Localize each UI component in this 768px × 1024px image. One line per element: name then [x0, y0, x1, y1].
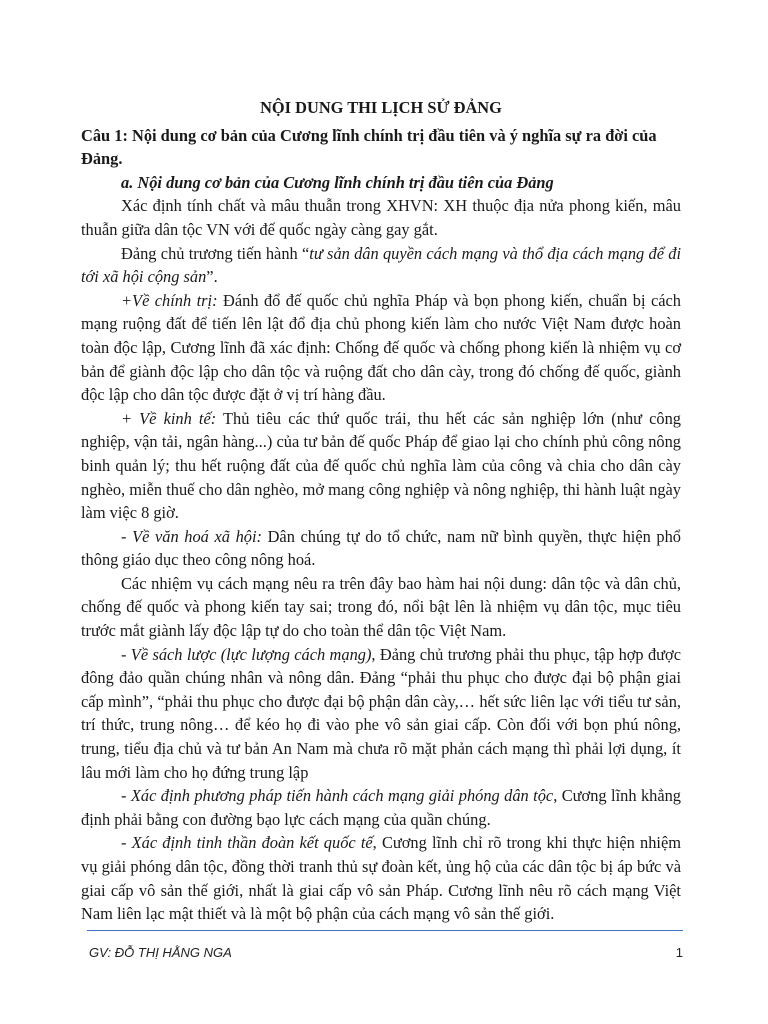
method-label: - Xác định phương pháp tiến hành cách mạng giải phóng dân tộc — [121, 786, 554, 806]
footer-author: GV: ĐỖ THỊ HẰNG NGA — [89, 945, 232, 960]
page-body — [81, 96, 681, 926]
economy-label: + Về kinh tế: — [121, 408, 217, 428]
culture-text: Dân chúng tự do tổ chức, nam nữ bình quyền, thực hiện phổ thông giáo dục theo công nông hoá. — [81, 526, 681, 570]
strategy-label: - Về sách lược (lực lượng cách mạng) — [121, 644, 372, 664]
solidarity-text: , Cương lĩnh chỉ rõ trong khi thực hiện nhiệm vụ giải phóng dân tộc, đồng thời tranh thủ sự đoàn kết, ủng hộ của các dân tộc bị áp bức và giai cấp vô sản thế giới, nhất là giai cấp vô sản Pháp. Cương lĩnh nêu rõ cách mạng Việt Nam liên lạc mật thiết và là một bộ phận của cách mạng vô sản thế giới. — [81, 833, 681, 924]
policy-suffix: ”. — [206, 267, 218, 287]
paragraph-tasks: Các nhiệm vụ cách mạng nêu ra trên đây bao hàm hai nội dung: dân tộc và dân chủ, chống đế quốc và phong kiến tay sai; trong đó, nổi bật lên là nhiệm vụ dân tộc, mục tiêu trước mắt giành lấy độc lập tự do cho toàn thể dân tộc Việt Nam. — [81, 573, 681, 641]
solidarity-label: - Xác định tinh thần đoàn kết quốc tế — [121, 833, 373, 853]
policy-prefix: Đảng chủ trương tiến hành “ — [121, 243, 310, 263]
paragraph-strategy — [81, 643, 681, 785]
paragraph-culture — [81, 525, 681, 572]
paragraph-politics — [81, 289, 681, 407]
method-text: , Cương lĩnh khẳng định phải bằng con đường bạo lực cách mạng của quần chúng. — [81, 786, 681, 829]
paragraph-economy — [81, 407, 681, 525]
politics-label: +Về chính trị: — [121, 290, 218, 310]
question-heading: Câu 1: Nội dung cơ bản của Cương lĩnh chính trị đầu tiên và ý nghĩa sự ra đời của Đảng. — [81, 125, 657, 169]
policy-quote: tư sản dân quyền cách mạng và thổ địa cách mạng để đi tới xã hội cộng sản — [81, 243, 682, 287]
strategy-text: , Đảng chủ trương phải thu phục, tập hợp được đông đảo quần chúng nhân và nông dân. Đảng “phải thu phục cho được đại bộ phận giai cấp mình”, “phải thu phục cho được đại bộ phận dân cày,… hết sức liên lạc với tiểu tư sản, trí thức, trung nông… để kéo họ đi vào phe vô sản giai cấp. Còn đối với bọn phú nông, trung, tiểu địa chủ và tư bản An Nam mà chưa rõ mặt phản cách mạng thì phải lợi dụng, ít lâu mới làm cho họ đứng trung lập — [81, 644, 681, 782]
page-footer — [87, 930, 683, 960]
paragraph-nature: Xác định tính chất và mâu thuẫn trong XHVN: XH thuộc địa nửa phong kiến, mâu thuẫn giữa dân tộc VN với đế quốc ngày càng gay gắt. — [81, 196, 681, 239]
section-a-heading: a. Nội dung cơ bản của Cương lĩnh chính trị đầu tiên của Đảng — [121, 172, 554, 192]
paragraph-solidarity — [81, 831, 681, 925]
politics-text: Đánh đổ đế quốc chủ nghĩa Pháp và bọn phong kiến, chuẩn bị cách mạng ruộng đất để tiến lên lật đổ địa chủ phong kiến làm cho nước Việt Nam được hoàn toàn độc lập, Cương lĩnh đã xác định: Chống đế quốc và chống phong kiến là nhiệm vụ cơ bản để giành độc lập cho dân tộc và ruộng đất cho dân cày, trong đó chống đế quốc, giành độc lập cho dân tộc được đặt ở vị trí hàng đầu. — [81, 290, 681, 405]
economy-text: Thủ tiêu các thứ quốc trái, thu hết các sản nghiệp lớn (như công nghiệp, vận tải, ngân hàng...) của tư bản đế quốc Pháp để giao lại cho chính phủ công nông binh quản lý; thu hết ruộng đất của đế quốc chủ nghĩa làm của công và chia cho dân cày nghèo, miễn thuế cho dân nghèo, mở mang công nghiệp và nông nghiệp, thi hành luật ngày làm việc 8 giờ. — [81, 408, 681, 523]
page-number: 1 — [675, 945, 683, 960]
document-title: NỘI DUNG THI LỊCH SỬ ĐẢNG — [260, 98, 502, 117]
culture-label: - Về văn hoá xã hội: — [121, 526, 262, 546]
paragraph-method — [81, 784, 681, 831]
paragraph-policy — [81, 242, 681, 289]
